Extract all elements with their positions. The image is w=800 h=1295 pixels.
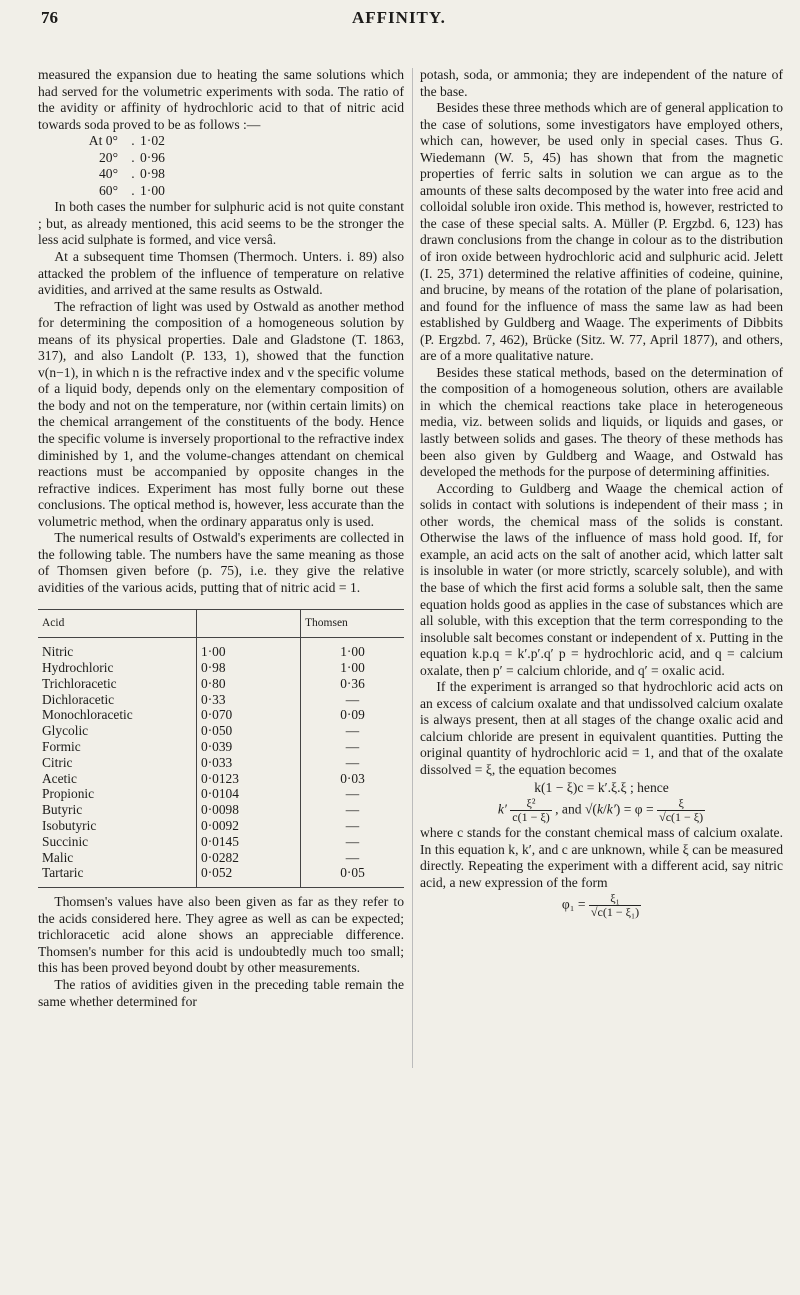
acid-name-cell: Hydrochloric: [38, 660, 197, 676]
table-row: [38, 739, 404, 755]
ostwald-value-cell: 0·0123: [197, 771, 301, 787]
temperature-list: [60, 133, 404, 199]
thomsen-value-cell: 1·00: [340, 660, 365, 676]
thomsen-value-cell: —: [345, 739, 360, 755]
ostwald-value-cell: 0·33: [197, 692, 301, 708]
table-row: [38, 818, 404, 834]
ostwald-value-cell: 0·0145: [197, 834, 301, 850]
thomsen-value-cell: —: [345, 818, 360, 834]
ostwald-value-cell: 0·0098: [197, 802, 301, 818]
acid-name-cell: Tartaric: [38, 865, 197, 887]
left-column: [38, 67, 404, 1010]
table-row: [38, 834, 404, 850]
table-row: [38, 692, 404, 708]
acid-name-cell: Citric: [38, 755, 197, 771]
table-row: [38, 850, 404, 866]
thomsen-value-cell: 1·00: [340, 644, 365, 660]
temperature-row: 40° . 0·98: [98, 166, 165, 182]
ostwald-value-cell: 0·033: [197, 755, 301, 771]
temperature-row: At 0° . 1·02: [88, 133, 165, 149]
thomsen-value-cell: 0·36: [340, 675, 365, 691]
right-column: [420, 67, 783, 920]
acid-name-cell: Trichloracetic: [38, 676, 197, 692]
ostwald-value-cell: 0·98: [197, 660, 301, 676]
running-title: AFFINITY.: [352, 8, 446, 27]
right-paragraph-2: Besides these three methods which are of general application to the case of solutions, some investigators have employed others, which can, however, be used only in special cases. Thus G. Wiedemann (W. 5, 45) has shown that from the magnetic properties of ferric salts in solution we can argue as to the amounts of these salts decomposed by the water into free acid and colloidal soluble iron oxide. This method is, however, restricted to the case of these special salts. A. Müller (P. Ergzbd. 6, 123) has drawn conclusions from the change in colour as to the distribution of iron oxide between hydrochloric acid and sulphuric acid. Jelett (I. 25, 371) determined the relative affinities of codeine, quinine, and brucine, by means of the rotation of the plane of polarisation, and found for the influence of mass the same law as had been established by Guldberg and Waage. The experiments of Dibbits (P. Ergzbd. 7, 462), Brücke (Sitz. W. 77, April 1877), and others, are of a more qualitative nature.: [420, 100, 783, 364]
acid-name-cell: Formic: [38, 739, 197, 755]
right-paragraph-6: where c stands for the constant chemical mass of calcium oxalate. In this equation k, k′, and c are unknown, while ξ can be measured directly. Repeating the experiment with a different acid, say nitric acid, a new expression of the form: [420, 825, 783, 890]
thomsen-value-cell: 0·03: [340, 770, 365, 786]
ostwald-value-cell: 0·039: [197, 739, 301, 755]
ostwald-value-cell: 0·050: [197, 723, 301, 739]
table-row: [38, 786, 404, 802]
acid-name-cell: Propionic: [38, 786, 197, 802]
acid-name-cell: Isobutyric: [38, 818, 197, 834]
thomsen-value-cell: —: [345, 833, 360, 849]
left-paragraph-4: The refraction of light was used by Ostwald as another method for determining the composition of a homogeneous solution by means of its physical properties. Dale and Gladstone (T. 1863, 317), and also Landolt (P. 133, 1), showed that the function v(n−1), in which n is the refractive index and v the specific volume of a liquid body, depends only on the elementary composition of the body and not on the temperature, nor (within certain limits) on the chemical arrangement of the constituents of the body. Hence the specific volume is inversely proportional to the refractive index diminished by 1, and the volume-changes attendant on chemical reactions must be accompanied by opposite changes in the refractive indices. Experiment has most fully borne out these conclusions. The optical method is, however, less accurate than the volumetric method, when the ordinary apparatus only is used.: [38, 298, 404, 529]
left-paragraph-7: The ratios of avidities given in the preceding table remain the same whether determined for: [38, 976, 404, 1009]
acid-name-cell: Malic: [38, 850, 197, 866]
left-paragraph-6: Thomsen's values have also been given as far as they refer to the acids considered here. They agree as well as can be expected; trichloracetic acid alone shows an appreciable difference. Thomsen's number for this acid is undoubtedly much too small; this has been proved beyond doubt by other measurements.: [38, 894, 404, 976]
thomsen-value-cell: —: [345, 754, 360, 770]
thomsen-value-cell: —: [345, 691, 360, 707]
table-row: [38, 865, 404, 887]
table-header-ostwald: [197, 609, 301, 638]
right-paragraph-4: According to Guldberg and Waage the chemical action of solids in contact with solutions is independent of their mass ; in other words, the chemical mass of the solids is constant. Otherwise the laws of the influence of mass hold good. If, for example, an acid acts on the salt of another acid, which latter salt is insoluble in water (or more strictly, scarcely soluble), and with the base of which the first acid forms a soluble salt, then the same equation holds good as applies in the case of substances which are all soluble, with this exception that the term corresponding to the insoluble salt becomes constant or independent of x. Putting in the equation k.p.q = k′.p′.q′ p = hydrochloric acid, and q = calcium oxalate, then p′ = calcium chloride, and q′ = oxalic acid.: [420, 480, 783, 678]
acid-name-cell: Nitric: [38, 638, 197, 660]
avidity-table: [38, 609, 404, 889]
ostwald-value-cell: 0·0092: [197, 818, 301, 834]
table-row: [38, 660, 404, 676]
table-row: [38, 707, 404, 723]
table-row: [38, 755, 404, 771]
table-header-thomsen: Thomsen: [301, 609, 405, 638]
acid-name-cell: Dichloracetic: [38, 692, 197, 708]
left-paragraph-5: The numerical results of Ostwald's experiments are collected in the following table. The numbers have the same meaning as those of Thomsen given before (p. 75), i.e. they give the relative avidities of the various acids, putting that of nitric acid = 1.: [38, 530, 404, 595]
thomsen-value-cell: 0·05: [301, 865, 405, 887]
temperature-row: 20° . 0·96: [98, 149, 165, 165]
thomsen-value-cell: —: [345, 802, 360, 818]
equation-1: k(1 − ξ)c = k′.ξ.ξ ; hence: [534, 779, 669, 795]
equation-3: φ₁ = $\frac{\text{ξ₁}}{\text{√c(1 − ξ₁)}}$: [561, 891, 640, 920]
thomsen-value-cell: —: [345, 786, 360, 802]
column-divider: [412, 68, 413, 1068]
acid-name-cell: Butyric: [38, 802, 197, 818]
ostwald-value-cell: 0·052: [197, 865, 301, 887]
ostwald-value-cell: 1·00: [197, 638, 301, 660]
thomsen-value-cell: 0·09: [340, 707, 365, 723]
acid-name-cell: Monochloracetic: [38, 707, 197, 723]
acid-name-cell: Glycolic: [38, 723, 197, 739]
table-header-acid: Acid: [38, 609, 197, 638]
table-row: [38, 723, 404, 739]
page-number: 76: [41, 8, 58, 27]
table-row: [38, 802, 404, 818]
right-paragraph-1: potash, soda, or ammonia; they are independent of the nature of the base.: [420, 67, 783, 99]
table-row: [38, 676, 404, 692]
acid-name-cell: Succinic: [38, 834, 197, 850]
left-paragraph-3: At a subsequent time Thomsen (Thermoch. Unters. i. 89) also attacked the problem of the influence of temperature on relative avidities, and arrived at the same results as Ostwald.: [38, 249, 404, 298]
thomsen-value-cell: —: [345, 849, 360, 865]
temperature-row: 60° . 1·00: [98, 182, 165, 198]
right-paragraph-3: Besides these statical methods, based on the determination of the composition of a homogeneous solution, others are available in which the chemical reactions take place in heterogeneous media, viz. between solids and liquids, or liquids and gases, or lastly between solids and gases. The theory of these methods has been also given by Guldberg and Waage, and Ostwald has developed the methods for the purpose of determining affinities.: [420, 364, 783, 480]
left-paragraph-2: In both cases the number for sulphuric acid is not quite constant ; but, as already mentioned, this acid seems to be the stronger the less acid sulphate is formed, and vice versâ.: [38, 199, 404, 248]
acid-name-cell: Acetic: [38, 771, 197, 787]
left-paragraph-1: measured the expansion due to heating the same solutions which had served for the volumetric experiments with soda. The ratio of the avidity or affinity of hydrochloric acid to that of nitric acid towards soda proved to be as follows :—: [38, 67, 404, 132]
ostwald-value-cell: 0·80: [197, 676, 301, 692]
table-row: [38, 771, 404, 787]
ostwald-value-cell: 0·0282: [197, 850, 301, 866]
ostwald-value-cell: 0·070: [197, 707, 301, 723]
equation-2: k′ $\frac{\text{ξ²}}{c(1 - \xi)}$ , and √(k/k′) = φ = $\frac{\xi}{√c(1 - \xi)}$: [497, 796, 704, 825]
table-row: [38, 638, 404, 660]
right-paragraph-5: If the experiment is arranged so that hydrochloric acid acts on an excess of calcium oxalate and that undissolved calcium oxalate is always present, then at all stages of the change oxalic acid and calcium chloride are present in equivalent quantities. Putting the original quantity of hydrochloric acid = 1, and that of the oxalate dissolved = ξ, the equation becomes: [420, 679, 783, 777]
thomsen-value-cell: —: [345, 723, 360, 739]
ostwald-value-cell: 0·0104: [197, 786, 301, 802]
